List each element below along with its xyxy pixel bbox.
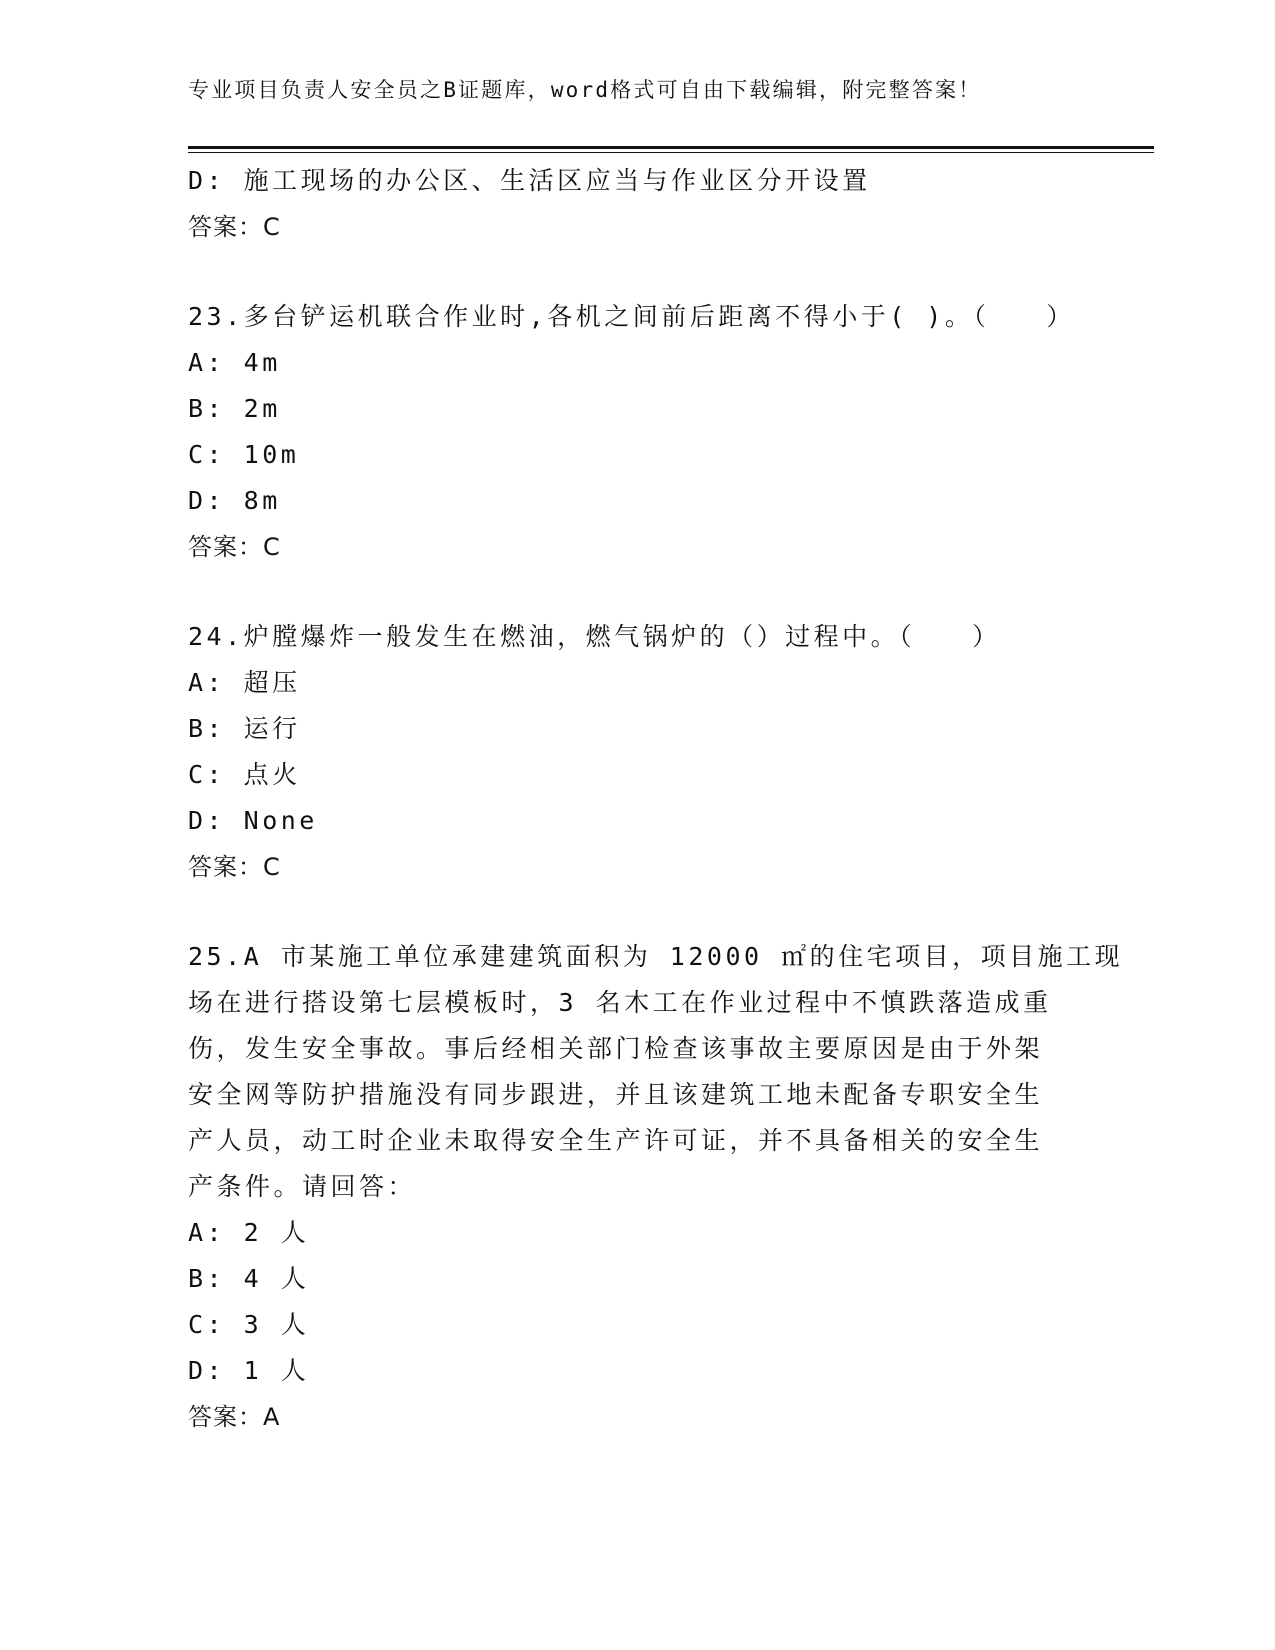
- option-c: C: 10m: [188, 440, 300, 469]
- question-25: [188, 934, 1124, 1440]
- page-header: 专业项目负责人安全员之B证题库，word格式可自由下载编辑，附完整答案！: [188, 78, 982, 102]
- header-divider-thick: [188, 146, 1154, 149]
- option-d: D: 8m: [188, 486, 281, 515]
- question-stem-line: 场在进行搭设第七层模板时，3 名木工在作业过程中不慎跌落造成重: [188, 988, 1052, 1017]
- question-stem: 24.炉膛爆炸一般发生在燃油，燃气锅炉的（）过程中。（ ）: [188, 622, 1001, 651]
- option-a: A: 4m: [188, 348, 281, 377]
- option-a: A: 超压: [188, 668, 301, 697]
- question-stem-line: 安全网等防护措施没有同步跟进，并且该建筑工地未配备专职安全生: [188, 1080, 1044, 1109]
- question-stem-line: 25.A 市某施工单位承建建筑面积为 12000 ㎡的住宅项目，项目施工现: [188, 942, 1124, 971]
- question-22-tail: [188, 158, 1088, 250]
- question-stem-line: 产条件。请回答：: [188, 1172, 417, 1201]
- question-23: [188, 294, 1088, 570]
- answer: 答案：C: [188, 213, 281, 241]
- question-stem: 23.多台铲运机联合作业时,各机之间前后距离不得小于( )。（ ）: [188, 302, 1075, 331]
- question-stem-line: 产人员，动工时企业未取得安全生产许可证，并不具备相关的安全生: [188, 1126, 1044, 1155]
- question-24: [188, 614, 1088, 890]
- option-b: B: 4 人: [188, 1264, 310, 1293]
- answer: 答案：A: [188, 1403, 281, 1431]
- option-d: D: None: [188, 806, 318, 835]
- option-a: A: 2 人: [188, 1218, 310, 1247]
- option-d: D: 1 人: [188, 1356, 310, 1385]
- option-d: D: 施工现场的办公区、生活区应当与作业区分开设置: [188, 166, 871, 195]
- option-c: C: 3 人: [188, 1310, 310, 1339]
- answer: 答案：C: [188, 853, 281, 881]
- option-b: B: 2m: [188, 394, 281, 423]
- option-c: C: 点火: [188, 760, 301, 789]
- header-divider-thin: [188, 152, 1154, 153]
- question-stem-line: 伤，发生安全事故。事后经相关部门检查该事故主要原因是由于外架: [188, 1034, 1044, 1063]
- document-body: [188, 158, 1124, 1440]
- option-b: B: 运行: [188, 714, 301, 743]
- answer: 答案：C: [188, 533, 281, 561]
